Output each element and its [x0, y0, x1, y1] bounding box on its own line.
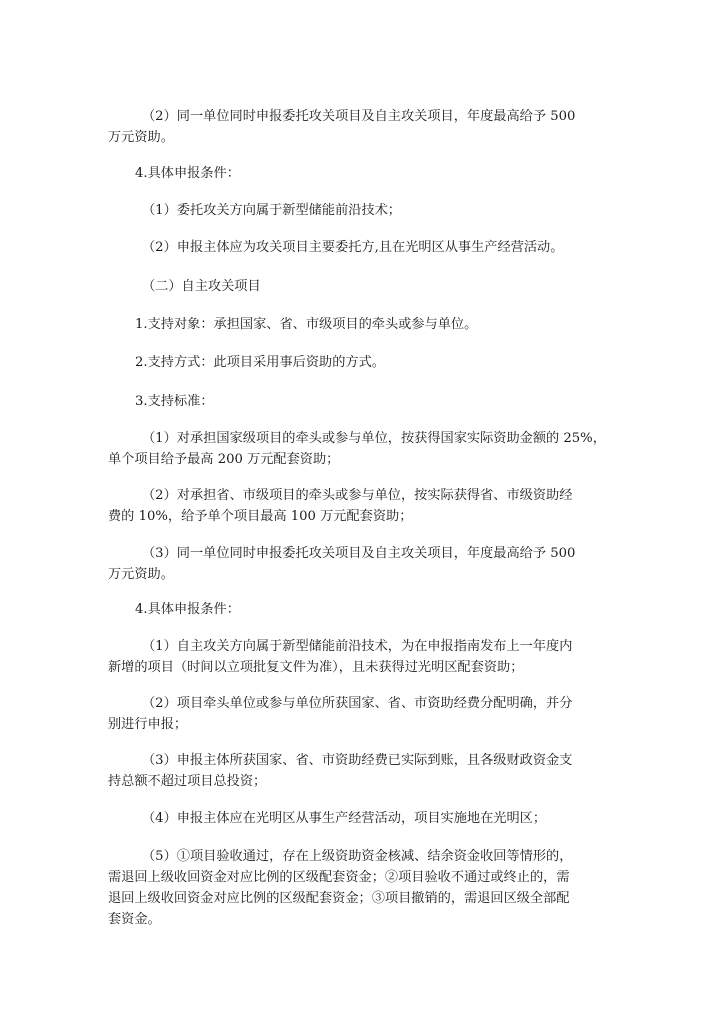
paragraph-condition-2-4	[108, 808, 618, 829]
text-line: 费的 10%，给予单个项目最高 100 万元配套资助；	[108, 509, 413, 524]
paragraph-condition-1-1	[108, 200, 618, 221]
text-line: （2）同一单位同时申报委托攻关项目及自主攻关项目，年度最高给予 500	[142, 109, 576, 124]
text-line: （5）①项目验收通过，存在上级资助资金核减、结余资金收回等情形的，	[142, 849, 573, 864]
text-line: 4.具体申报条件：	[135, 602, 240, 617]
paragraph-heading-conditions-2	[108, 599, 618, 620]
text-line: （2）对承担省、市级项目的牵头或参与单位，按实际获得省、市级资助经	[142, 488, 573, 503]
text-line: 持总额不超过项目总投资；	[108, 774, 267, 789]
paragraph-standard-2	[108, 485, 618, 527]
paragraph-standard-1	[108, 428, 618, 470]
paragraph-condition-2-3	[108, 750, 618, 792]
paragraph-standard-3	[108, 543, 618, 585]
text-line: 套资金。	[108, 912, 161, 927]
text-line: 3.支持标准：	[135, 394, 214, 409]
text-line: 4.具体申报条件：	[135, 166, 240, 181]
paragraph-heading-conditions-1	[108, 163, 618, 184]
paragraph-condition-2-1	[108, 636, 618, 678]
paragraph-condition-2-2	[108, 693, 618, 735]
text-line: 需退回上级收回资金对应比例的区级配套资金；②项目验收不通过或终止的，需	[108, 870, 570, 885]
text-line: 1.支持对象：承担国家、省、市级项目的牵头或参与单位。	[135, 317, 478, 332]
paragraph-heading-standards	[108, 391, 618, 412]
text-line: 万元资助。	[108, 130, 174, 145]
text-line: （3）申报主体所获国家、省、市资助经费已实际到账，且各级财政资金支	[142, 753, 573, 768]
section-heading-self-research	[108, 276, 618, 297]
text-line: （2）申报主体应为攻关项目主要委托方,且在光明区从事生产经营活动。	[142, 240, 564, 255]
paragraph-funding-limit-1	[108, 106, 618, 148]
text-line: （2）项目牵头单位或参与单位所获国家、省、市资助经费分配明确，并分	[142, 696, 573, 711]
text-line: （二）自主攻关项目	[142, 279, 261, 294]
text-line: （1）委托攻关方向属于新型储能前沿技术；	[142, 203, 401, 218]
text-line: 退回上级收回资金对应比例的区级配套资金；③项目撤销的，需退回区级全部配	[108, 891, 570, 906]
text-line: （1）自主攻关方向属于新型储能前沿技术，为在申报指南发布上一年度内	[142, 639, 573, 654]
text-line: 新增的项目（时间以立项批复文件为准），且未获得过光明区配套资助；	[108, 660, 524, 675]
text-line: 万元资助。	[108, 567, 174, 582]
paragraph-condition-1-2	[108, 237, 618, 258]
paragraph-condition-2-5	[108, 846, 618, 930]
text-line: （3）同一单位同时申报委托攻关项目及自主攻关项目，年度最高给予 500	[142, 546, 576, 561]
text-line: （1）对承担国家级项目的牵头或参与单位，按获得国家实际资助金额的 25%，	[142, 431, 606, 446]
text-line: 别进行申报；	[108, 717, 188, 732]
paragraph-support-method	[108, 352, 618, 373]
text-line: 2.支持方式：此项目采用事后资助的方式。	[135, 355, 385, 370]
paragraph-support-target	[108, 314, 618, 335]
text-line: （4）申报主体应在光明区从事生产经营活动，项目实施地在光明区；	[142, 811, 547, 826]
text-line: 单个项目给予最高 200 万元配套资助；	[108, 452, 340, 467]
